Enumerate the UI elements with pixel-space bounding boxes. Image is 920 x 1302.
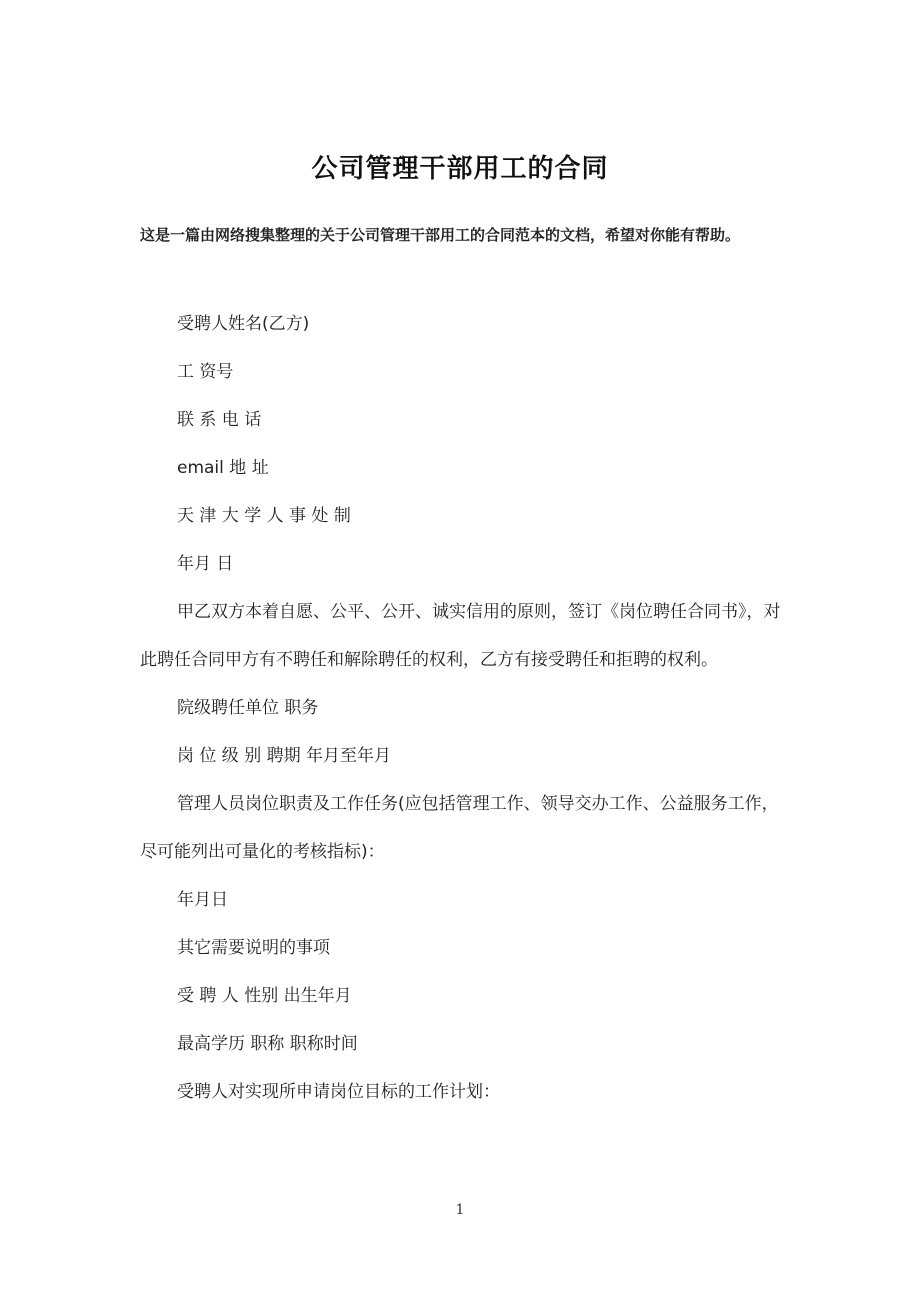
paragraph-education: 最高学历 职称 职称时间 [177, 1034, 358, 1054]
paragraph-duties: 管理人员岗位职责及工作任务(应包括管理工作、领导交办工作、公益服务工作，尽可能列出可量化的考核指标)： [140, 794, 779, 862]
document-body [140, 300, 790, 1116]
paragraph-level-term: 岗 位 级 别 聘期 年月至年月 [177, 746, 392, 766]
document-title: 公司管理干部用工的合同 [311, 154, 609, 184]
paragraph-date: 年月 日 [177, 554, 234, 574]
document-intro: 这是一篇由网络搜集整理的关于公司管理干部用工的合同范本的文档，希望对你能有帮助。 [140, 226, 741, 244]
paragraph-date-2: 年月日 [177, 890, 228, 910]
page-number: 1 [455, 1202, 465, 1218]
paragraph-unit-position: 院级聘任单位 职务 [177, 698, 319, 718]
paragraph-phone: 联 系 电 话 [177, 410, 262, 430]
paragraph-applicant-name: 受聘人姓名(乙方) [177, 314, 310, 334]
paragraph-work-plan: 受聘人对实现所申请岗位目标的工作计划： [177, 1082, 500, 1102]
paragraph-agreement: 甲乙双方本着自愿、公平、公开、诚实信用的原则，签订《岗位聘任合同书》，对此聘任合同甲方有不聘任和解除聘任的权利，乙方有接受聘任和拒聘的权利。 [140, 602, 781, 670]
paragraph-applicant-info: 受 聘 人 性别 出生年月 [177, 986, 352, 1006]
paragraph-employee-id: 工 资号 [177, 362, 234, 382]
paragraph-email-address: email 地 址 [177, 458, 269, 478]
paragraph-other-matters: 其它需要说明的事项 [177, 938, 330, 958]
paragraph-issuer: 天 津 大 学 人 事 处 制 [177, 506, 351, 526]
